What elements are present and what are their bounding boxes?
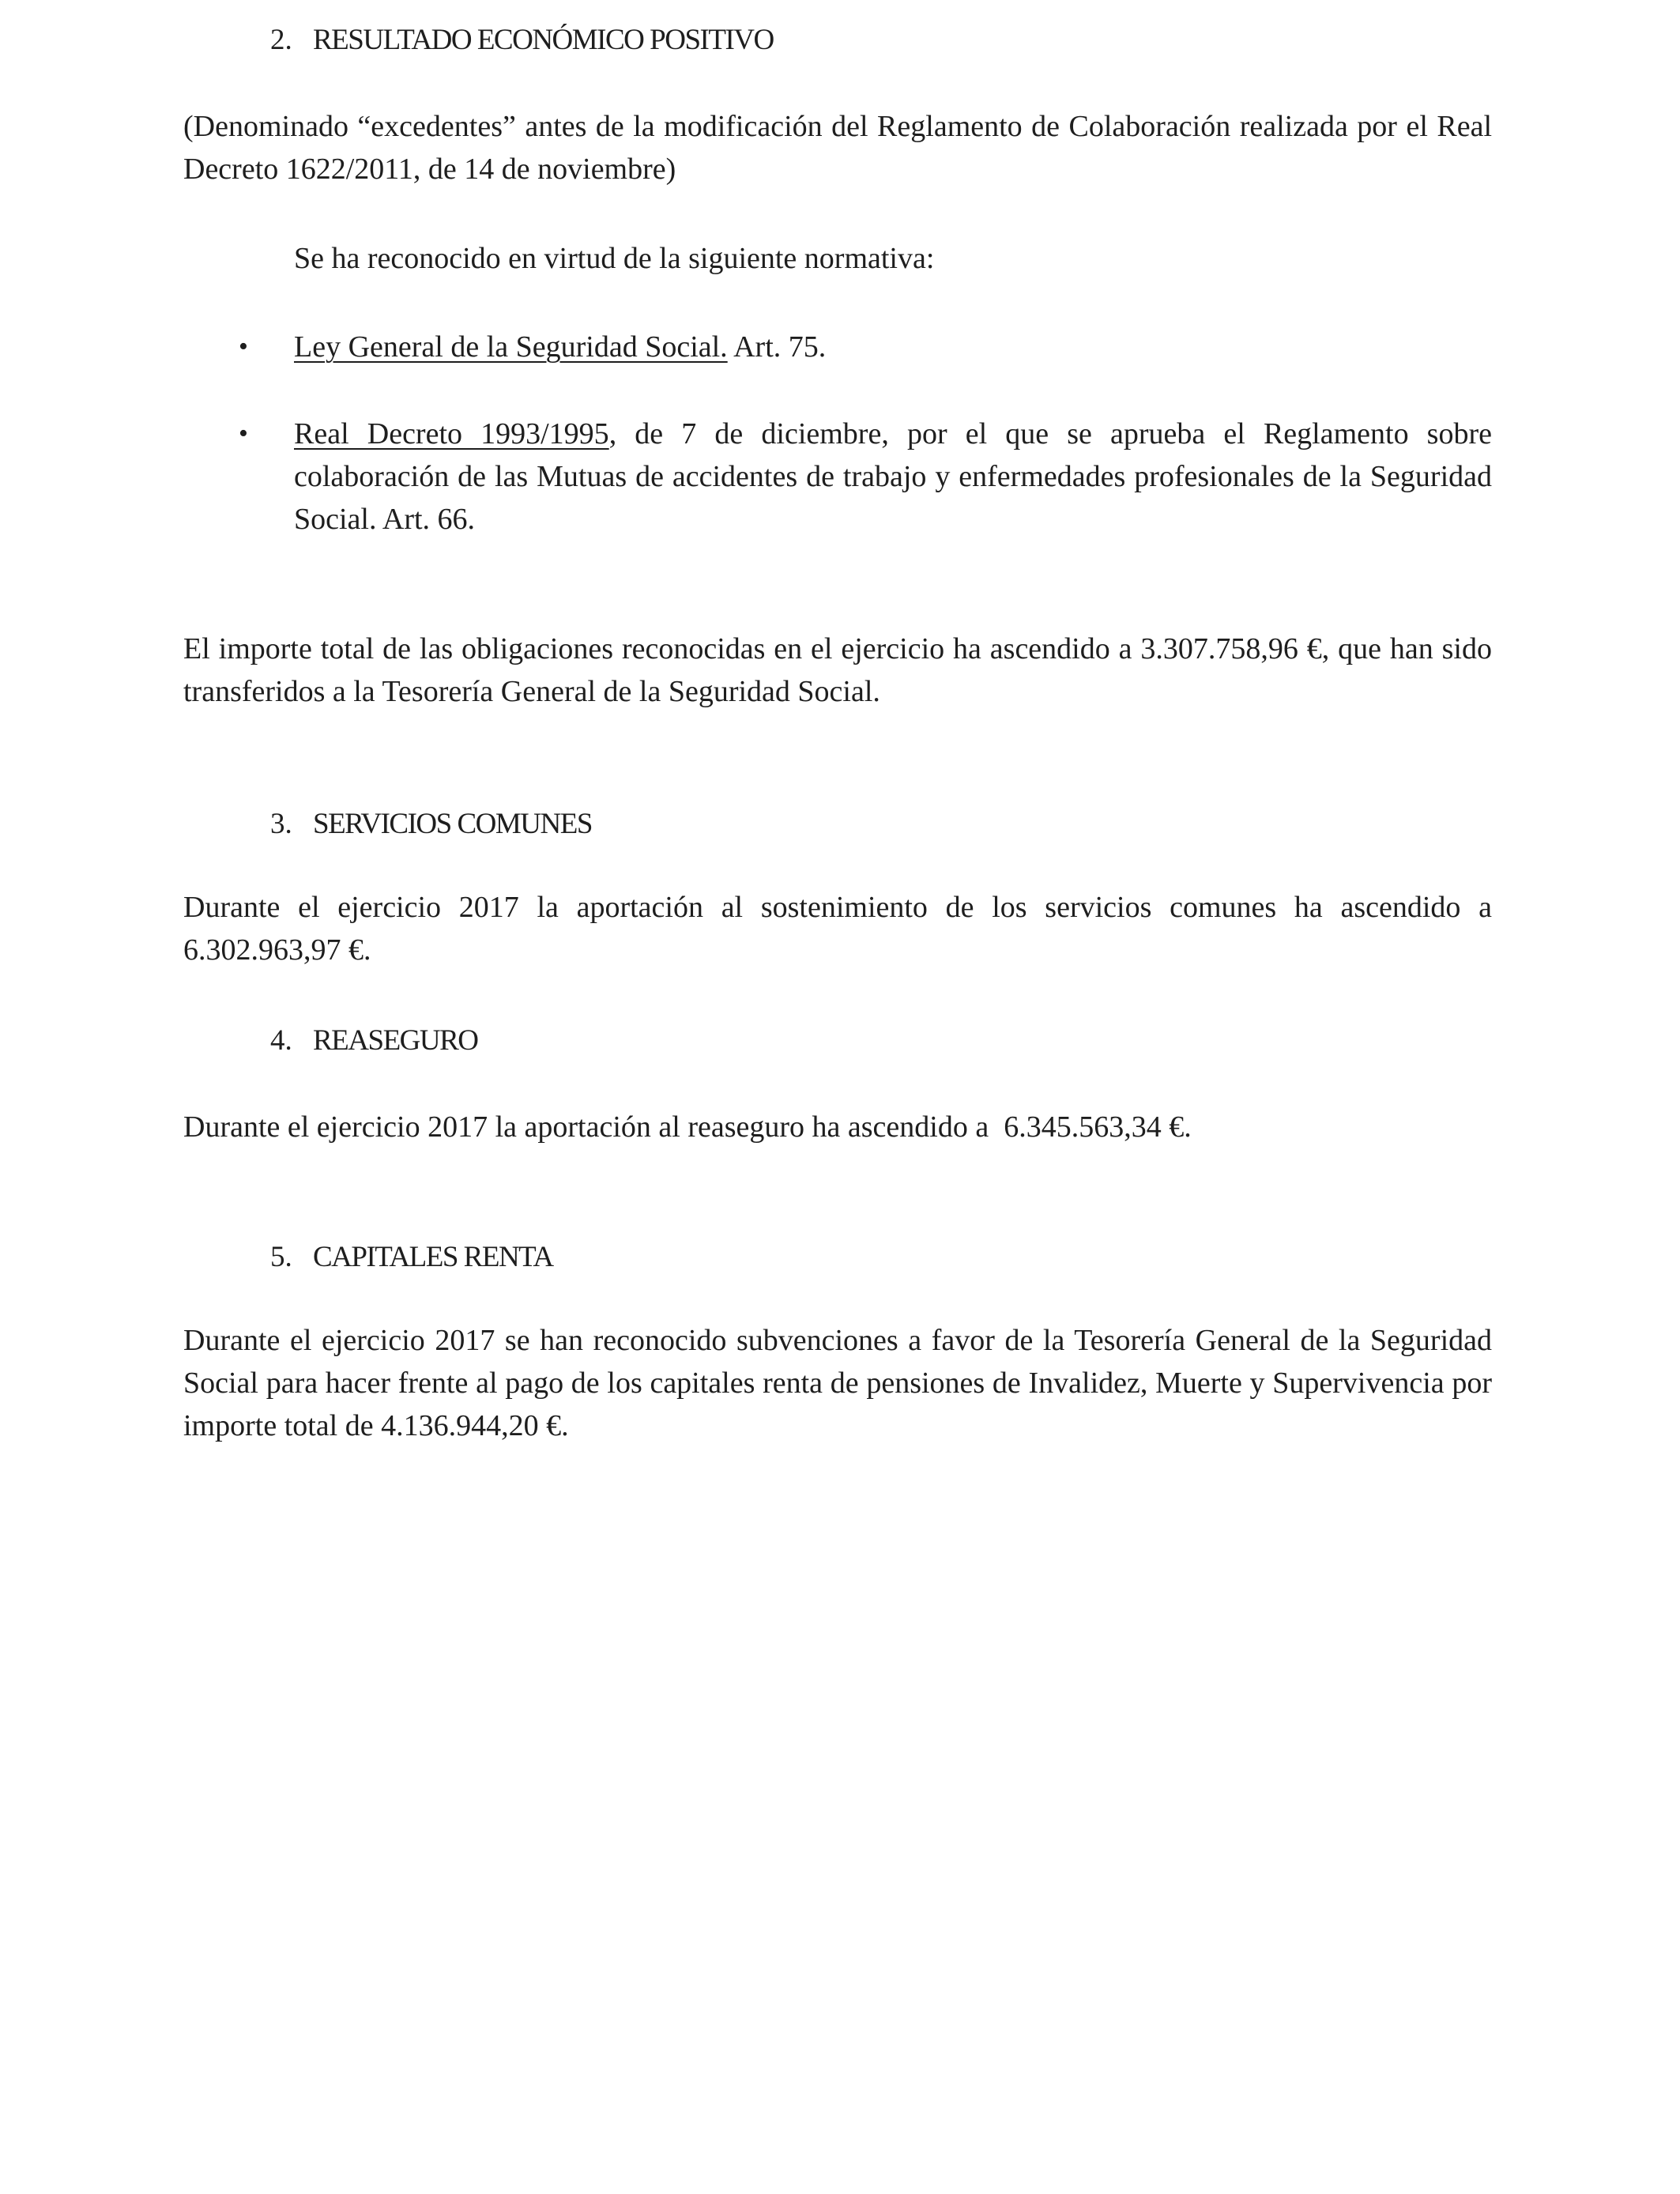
bullet-marker: • (239, 332, 248, 361)
link-real-decreto[interactable]: Real Decreto 1993/1995 (294, 417, 609, 450)
paragraph-denominado-note: (Denominado “excedentes” antes de la modificación del Reglamento de Colaboración realizada por el Real Decreto 1622/2011, de 14 de noviembre) (183, 110, 1492, 186)
bullet-item-rest: Art. 75. (727, 330, 827, 364)
section-title: RESULTADO ECONÓMICO POSITIVO (313, 24, 774, 56)
paragraph-reaseguro: Durante el ejercicio 2017 la aportación al reaseguro ha ascendido a 6.345.563,34 €. (183, 1110, 1192, 1144)
section-heading-resultado (270, 25, 774, 55)
paragraph-servicios-comunes: Durante el ejercicio 2017 la aportación al sostenimiento de los servicios comunes ha ascendido a 6.302.963,97 €. (183, 891, 1492, 967)
section-title: CAPITALES RENTA (313, 1241, 553, 1273)
bullet-marker: • (239, 419, 248, 448)
section-heading-reaseguro (270, 1026, 478, 1055)
bullet-item-ley-general (294, 326, 1492, 368)
bullet-item-real-decreto (294, 413, 1492, 541)
normativa-intro: Se ha reconocido en virtud de la siguiente normativa: (294, 242, 935, 275)
paragraph-capitales-renta: Durante el ejercicio 2017 se han reconocido subvenciones a favor de la Tesorería General de la Seguridad Social para hacer frente al pago de los capitales renta de pensiones de Invalidez, Muerte y Supervivencia por importe total de 4.136.944,20 €. (183, 1324, 1492, 1442)
section-heading-capitales (270, 1242, 553, 1272)
section-number: 3. (270, 808, 292, 840)
section-number: 5. (270, 1241, 292, 1273)
section-title: SERVICIOS COMUNES (313, 808, 592, 840)
section-number: 4. (270, 1024, 292, 1057)
paragraph-importe-total: El importe total de las obligaciones reconocidas en el ejercicio ha ascendido a 3.307.758,96 €, que han sido transferidos a la Tesorería General de la Seguridad Social. (183, 632, 1492, 708)
bullet-item-rest: , de 7 de diciembre, por el que se aprueba el Reglamento sobre colaboración de las Mutuas de accidentes de trabajo y enfermedades profesionales de la Seguridad Social. Art. 66. (294, 417, 1492, 536)
section-heading-servicios (270, 809, 592, 839)
link-ley-general[interactable]: Ley General de la Seguridad Social. (294, 330, 728, 364)
section-title: REASEGURO (313, 1024, 478, 1057)
section-number: 2. (270, 24, 292, 56)
